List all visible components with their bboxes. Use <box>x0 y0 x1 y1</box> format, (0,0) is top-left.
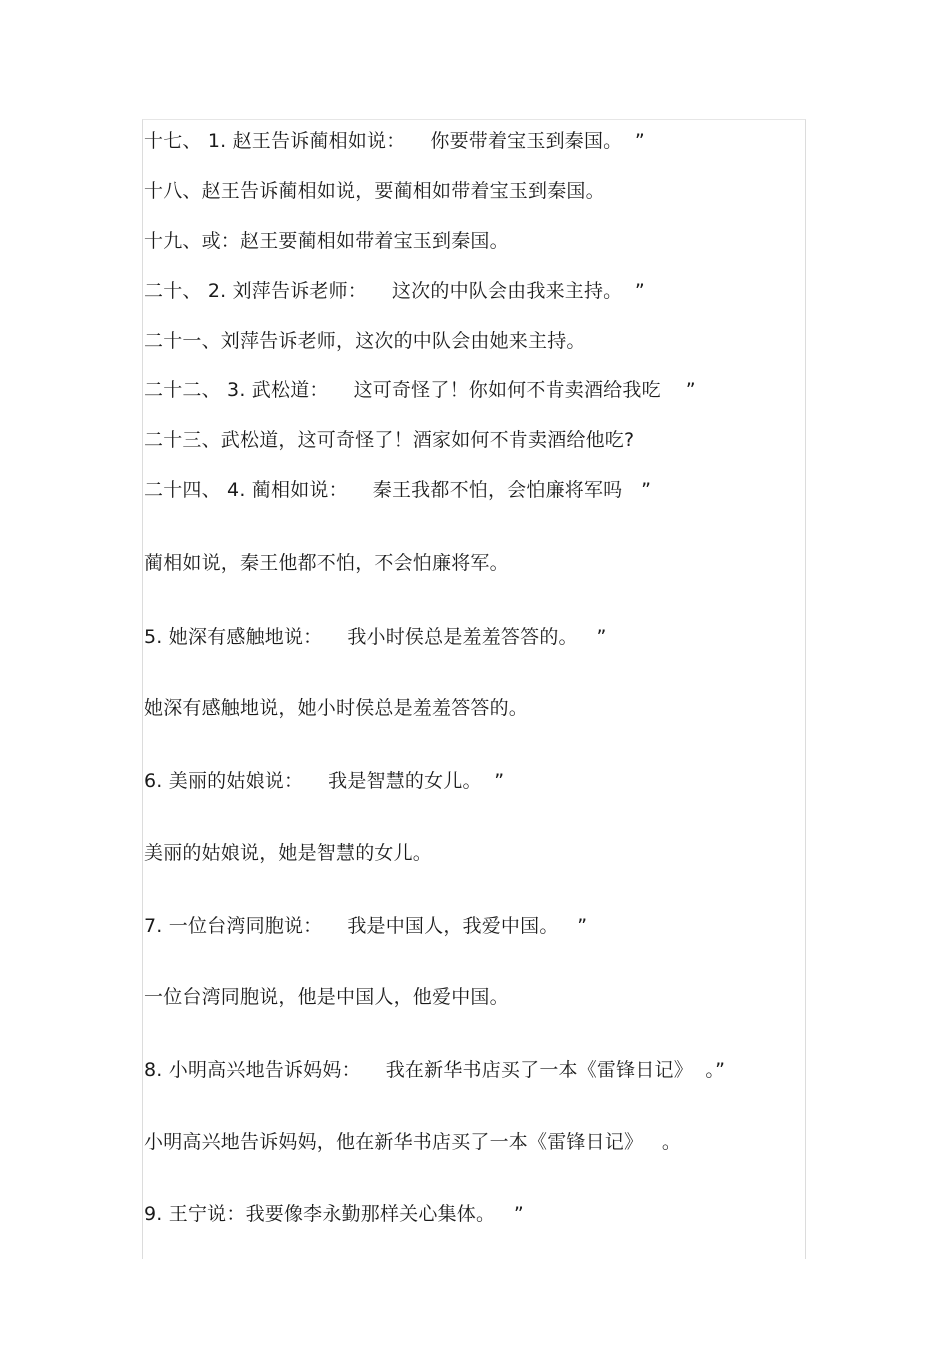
text-line-2: 十八、赵王告诉蔺相如说，要蔺相如带着宝玉到秦国。 <box>144 180 605 202</box>
text-line-3: 十九、或：赵王要蔺相如带着宝玉到秦国。 <box>144 230 509 252</box>
text-line-14: 7. 一位台湾同胞说： 我是中国人，我爱中国。 ” <box>144 915 588 937</box>
text-line-9: 蔺相如说，秦王他都不怕，不会怕廉将军。 <box>144 552 509 574</box>
text-line-12: 6. 美丽的姑娘说： 我是智慧的女儿。 ” <box>144 770 505 792</box>
text-line-7: 二十三、武松道，这可奇怪了！酒家如何不肯卖酒给他吃? <box>144 429 635 451</box>
text-line-15: 一位台湾同胞说，他是中国人，他爱中国。 <box>144 986 509 1008</box>
text-line-18: 9. 王宁说：我要像李永勤那样关心集体。 ” <box>144 1203 524 1225</box>
text-line-5: 二十一、刘萍告诉老师，这次的中队会由她来主持。 <box>144 330 586 352</box>
text-line-13: 美丽的姑娘说，她是智慧的女儿。 <box>144 842 433 864</box>
text-line-8: 二十四、 4. 蔺相如说： 秦王我都不怕，会怕廉将军吗 ” <box>144 479 652 501</box>
text-line-10: 5. 她深有感触地说： 我小时侯总是羞羞答答的。 ” <box>144 626 607 648</box>
text-line-17: 小明高兴地告诉妈妈，他在新华书店买了一本《雷锋日记》 。 <box>144 1131 682 1153</box>
text-line-1: 十七、 1. 赵王告诉蔺相如说： 你要带着宝玉到秦国。 ” <box>144 130 645 152</box>
text-line-6: 二十二、 3. 武松道： 这可奇怪了！你如何不肯卖酒给我吃 ” <box>144 379 696 401</box>
text-line-11: 她深有感触地说，她小时侯总是羞羞答答的。 <box>144 697 529 719</box>
text-line-16: 8. 小明高兴地告诉妈妈： 我在新华书店买了一本《雷锋日记》 。” <box>144 1059 726 1081</box>
text-line-4: 二十、 2. 刘萍告诉老师： 这次的中队会由我来主持。 ” <box>144 280 645 302</box>
